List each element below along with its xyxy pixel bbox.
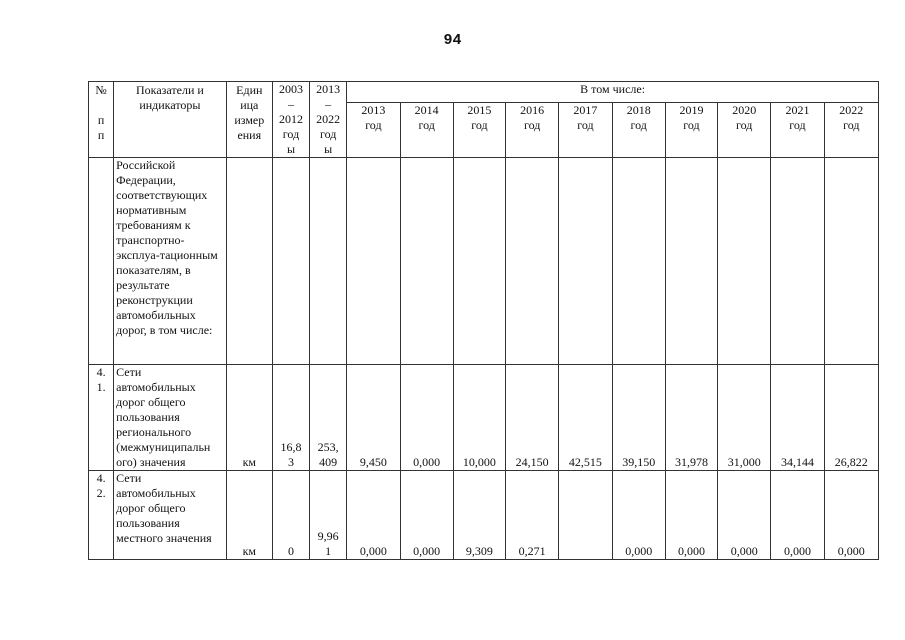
col-period-2003-header: 2003 – 2012 год ы xyxy=(272,82,309,158)
year-value: 9,450 xyxy=(347,365,400,471)
year-value xyxy=(559,158,612,365)
indicator-name: Сети автомобильных дорог общего пользования регионального (межмуниципальн ого) значения xyxy=(114,365,227,471)
year-header: 2015 год xyxy=(453,103,505,158)
year-value: 31,000 xyxy=(718,365,771,471)
year-value: 0,000 xyxy=(771,471,824,560)
year-value: 34,144 xyxy=(771,365,824,471)
year-header: 2016 год xyxy=(506,103,559,158)
col-unit-header: Един ица измер ения xyxy=(226,82,272,158)
period-2003-value: 16,8 3 xyxy=(272,365,309,471)
year-value: 0,000 xyxy=(612,471,665,560)
period-2003-value: 0 xyxy=(272,471,309,560)
including-header: В том числе: xyxy=(347,82,879,103)
year-value: 26,822 xyxy=(824,365,878,471)
row-number: 4. 2. xyxy=(89,471,114,560)
period-2013-value xyxy=(310,158,347,365)
year-value: 42,515 xyxy=(559,365,612,471)
year-value: 0,271 xyxy=(506,471,559,560)
year-value xyxy=(771,158,824,365)
year-value xyxy=(453,158,505,365)
year-value: 0,000 xyxy=(400,471,453,560)
table-row xyxy=(89,158,879,365)
row-number: 4. 1. xyxy=(89,365,114,471)
year-value: 0,000 xyxy=(400,365,453,471)
year-value: 0,000 xyxy=(718,471,771,560)
year-header: 2020 год xyxy=(718,103,771,158)
row-number xyxy=(89,158,114,365)
unit-cell: км xyxy=(226,471,272,560)
year-value xyxy=(506,158,559,365)
col-indicators-header: Показатели и индикаторы xyxy=(114,82,227,158)
year-value: 9,309 xyxy=(453,471,505,560)
num-label: № xyxy=(95,83,107,97)
year-header: 2014 год xyxy=(400,103,453,158)
unit-cell xyxy=(226,158,272,365)
year-value: 0,000 xyxy=(665,471,717,560)
col-period-2013-header: 2013 – 2022 год ы xyxy=(310,82,347,158)
table-row xyxy=(89,471,879,560)
year-header: 2018 год xyxy=(612,103,665,158)
year-value xyxy=(824,158,878,365)
year-value: 0,000 xyxy=(347,471,400,560)
col-num-header xyxy=(89,82,114,158)
year-value: 39,150 xyxy=(612,365,665,471)
year-value xyxy=(559,471,612,560)
year-value: 10,000 xyxy=(453,365,505,471)
year-value xyxy=(347,158,400,365)
period-2013-value: 253, 409 xyxy=(310,365,347,471)
num-label-2: п п xyxy=(97,113,105,142)
period-2013-value: 9,96 1 xyxy=(310,471,347,560)
unit-cell: км xyxy=(226,365,272,471)
year-value xyxy=(665,158,717,365)
indicator-name: Российской Федерации, соответствующих нормативным требованиям к транспортно-эксплуа-тационным показателям, в результате реконструкции автомобильных дорог, в том числе: xyxy=(114,158,227,365)
table-row xyxy=(89,365,879,471)
period-2003-value xyxy=(272,158,309,365)
year-value: 24,150 xyxy=(506,365,559,471)
year-value xyxy=(718,158,771,365)
indicators-table xyxy=(88,81,879,560)
year-header: 2021 год xyxy=(771,103,824,158)
page-number: 94 xyxy=(443,32,462,49)
header-row-1 xyxy=(89,82,879,103)
year-value xyxy=(612,158,665,365)
year-header: 2019 год xyxy=(665,103,717,158)
year-header: 2013 год xyxy=(347,103,400,158)
year-value xyxy=(400,158,453,365)
indicator-name: Сети автомобильных дорог общего пользования местного значения xyxy=(114,471,227,560)
year-header: 2017 год xyxy=(559,103,612,158)
year-header: 2022 год xyxy=(824,103,878,158)
year-value: 0,000 xyxy=(824,471,878,560)
year-value: 31,978 xyxy=(665,365,717,471)
